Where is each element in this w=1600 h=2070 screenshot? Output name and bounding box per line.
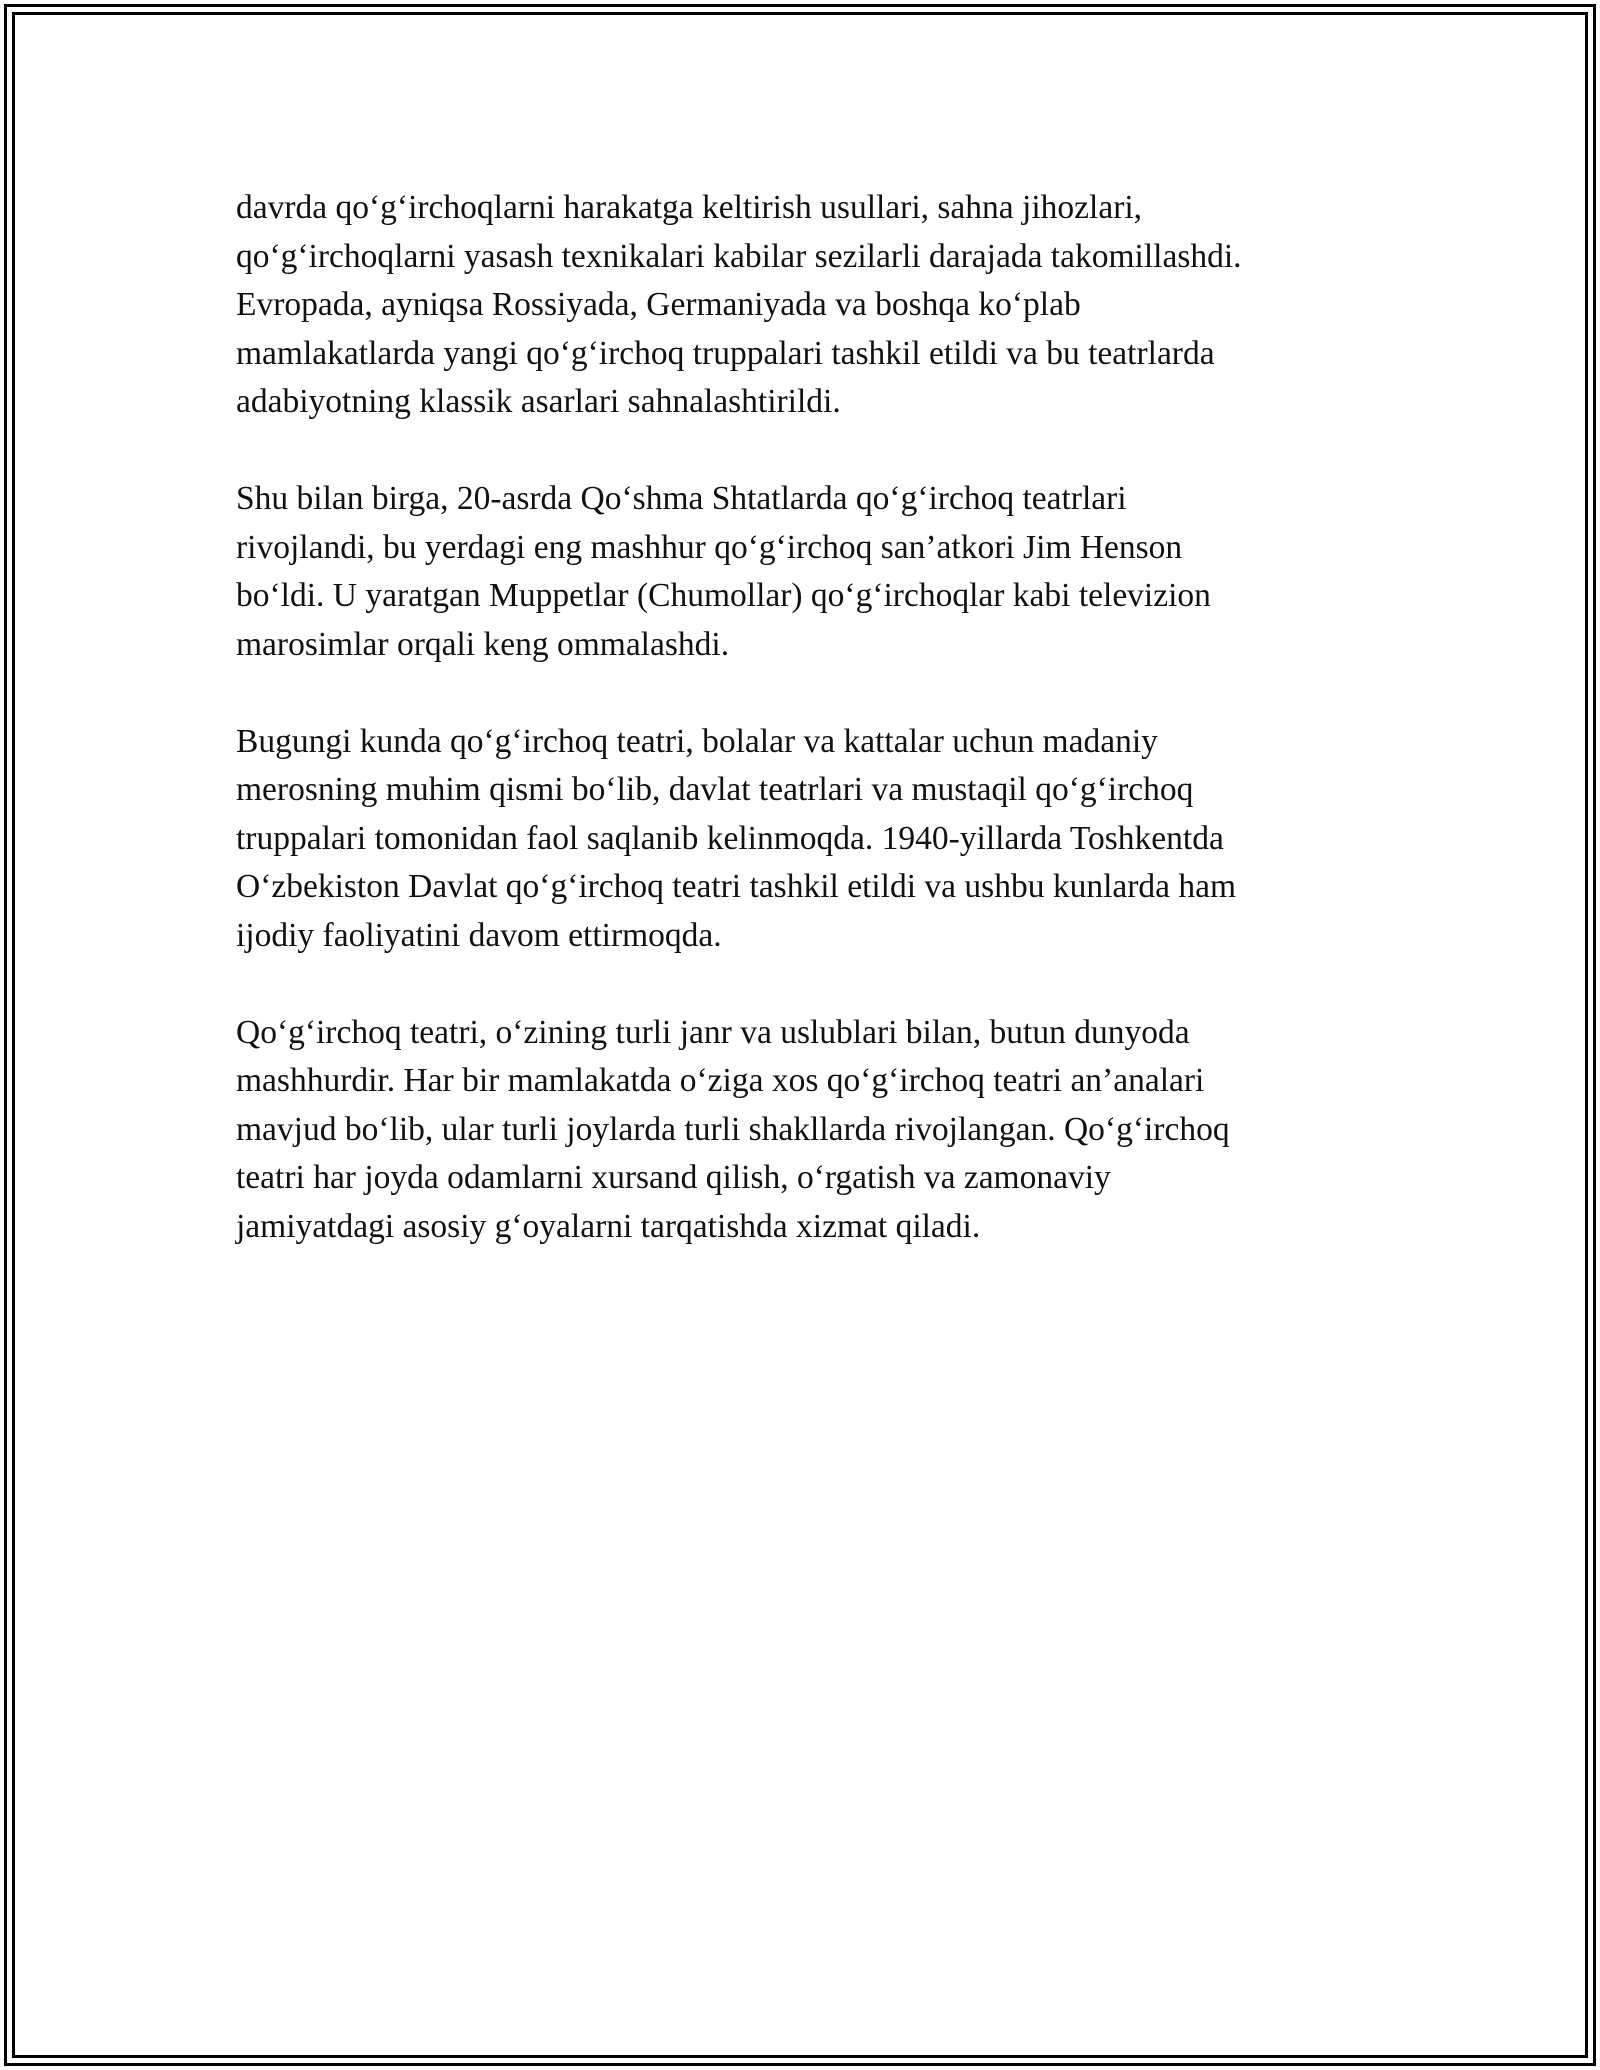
document-body <box>236 184 1376 1300</box>
paragraph-1: davrda qo‘g‘irchoqlarni harakatga keltirish usullari, sahna jihozlari, qo‘g‘irchoqlarni yasash texnikalari kabilar sezilarli darajada takomillashdi. Evropada, ayniqsa Rossiyada, Germaniyada va boshqa ko‘plab mamlakatlarda yangi qo‘g‘irchoq truppalari tashkil etildi va bu teatrlarda adabiyotning klassik asarlari sahnalashtirildi. <box>236 189 1242 420</box>
paragraph-2: Shu bilan birga, 20-asrda Qo‘shma Shtatlarda qo‘g‘irchoq teatrlari rivojlandi, bu yerdagi eng mashhur qo‘g‘irchoq san’atkori Jim Henson bo‘ldi. U yaratgan Muppetlar (Chumollar) qo‘g‘irchoqlar kabi televizion marosimlar orqali keng ommalashdi. <box>236 480 1211 663</box>
paragraph-3: Bugungi kunda qo‘g‘irchoq teatri, bolalar va kattalar uchun madaniy merosning muhim qismi bo‘lib, davlat teatrlari va mustaqil qo‘g‘irchoq truppalari tomonidan faol saqlanib kelinmoqda. 1940-yillarda Toshkentda O‘zbekiston Davlat qo‘g‘irchoq teatri tashkil etildi va ushbu kunlarda ham ijodiy faoliyatini davom ettirmoqda. <box>236 722 1237 954</box>
paragraph-4: Qo‘g‘irchoq teatri, o‘zining turli janr va uslublari bilan, butun dunyoda mashhurdir. Har bir mamlakatda o‘ziga xos qo‘g‘irchoq teatri an’analari mavjud bo‘lib, ular turli joylarda turli shakllarda rivojlangan. Qo‘g‘irchoq teatri har joyda odamlarni xursand qilish, o‘rgatish va zamonaviy jamiyatdagi asosiy g‘oyalarni tarqatishda xizmat qiladi. <box>236 1013 1230 1245</box>
